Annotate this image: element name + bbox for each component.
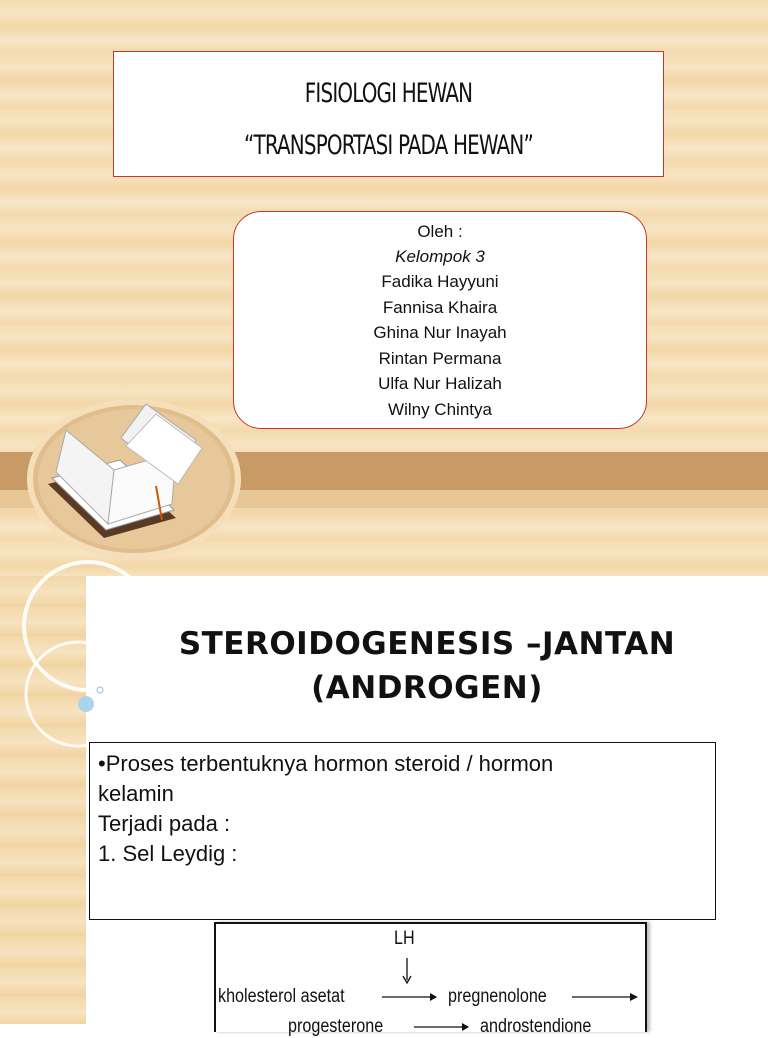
pathway-step: androstendione	[480, 1016, 592, 1037]
slide-title: FISIOLOGI HEWAN	[304, 78, 473, 109]
down-arrow-icon	[399, 956, 415, 986]
open-book-icon	[26, 400, 242, 558]
content-slide	[0, 576, 768, 1037]
content-line: kelamin	[98, 781, 174, 806]
heading-line: (ANDROGEN)	[311, 670, 543, 706]
steroid-pathway-diagram	[214, 922, 647, 1037]
member-name: Ghina Nur Inayah	[373, 323, 507, 342]
right-arrow-icon	[570, 990, 642, 1004]
pathway-step: progesterone	[288, 1016, 384, 1037]
content-line: •Proses terbentuknya hormon steroid / hormon	[98, 751, 554, 776]
right-arrow-icon	[412, 1020, 472, 1034]
member-name: Fannisa Khaira	[382, 298, 498, 317]
member-name: Rintan Permana	[378, 349, 502, 368]
member-name: Fadika Hayyuni	[381, 272, 499, 291]
heading-line: STEROIDOGENESIS –JANTAN	[178, 626, 676, 662]
member-name: Ulfa Nur Halizah	[378, 374, 502, 393]
by-label: Oleh :	[417, 222, 463, 241]
slide-subtitle: “TRANSPORTASI PADA HEWAN”	[244, 130, 533, 161]
right-arrow-icon	[380, 990, 440, 1004]
title-box	[113, 51, 664, 177]
member-name: Wilny Chintya	[388, 400, 492, 419]
content-line: Terjadi pada :	[98, 811, 231, 836]
author-box	[233, 211, 647, 429]
slide-heading	[86, 622, 768, 710]
hormone-label: LH	[394, 928, 415, 949]
pathway-step: kholesterol asetat	[218, 986, 345, 1007]
content-box	[89, 742, 716, 920]
content-line: 1. Sel Leydig :	[98, 841, 238, 866]
group-name: Kelompok 3	[395, 247, 485, 266]
pathway-step: pregnenolone	[448, 986, 547, 1007]
